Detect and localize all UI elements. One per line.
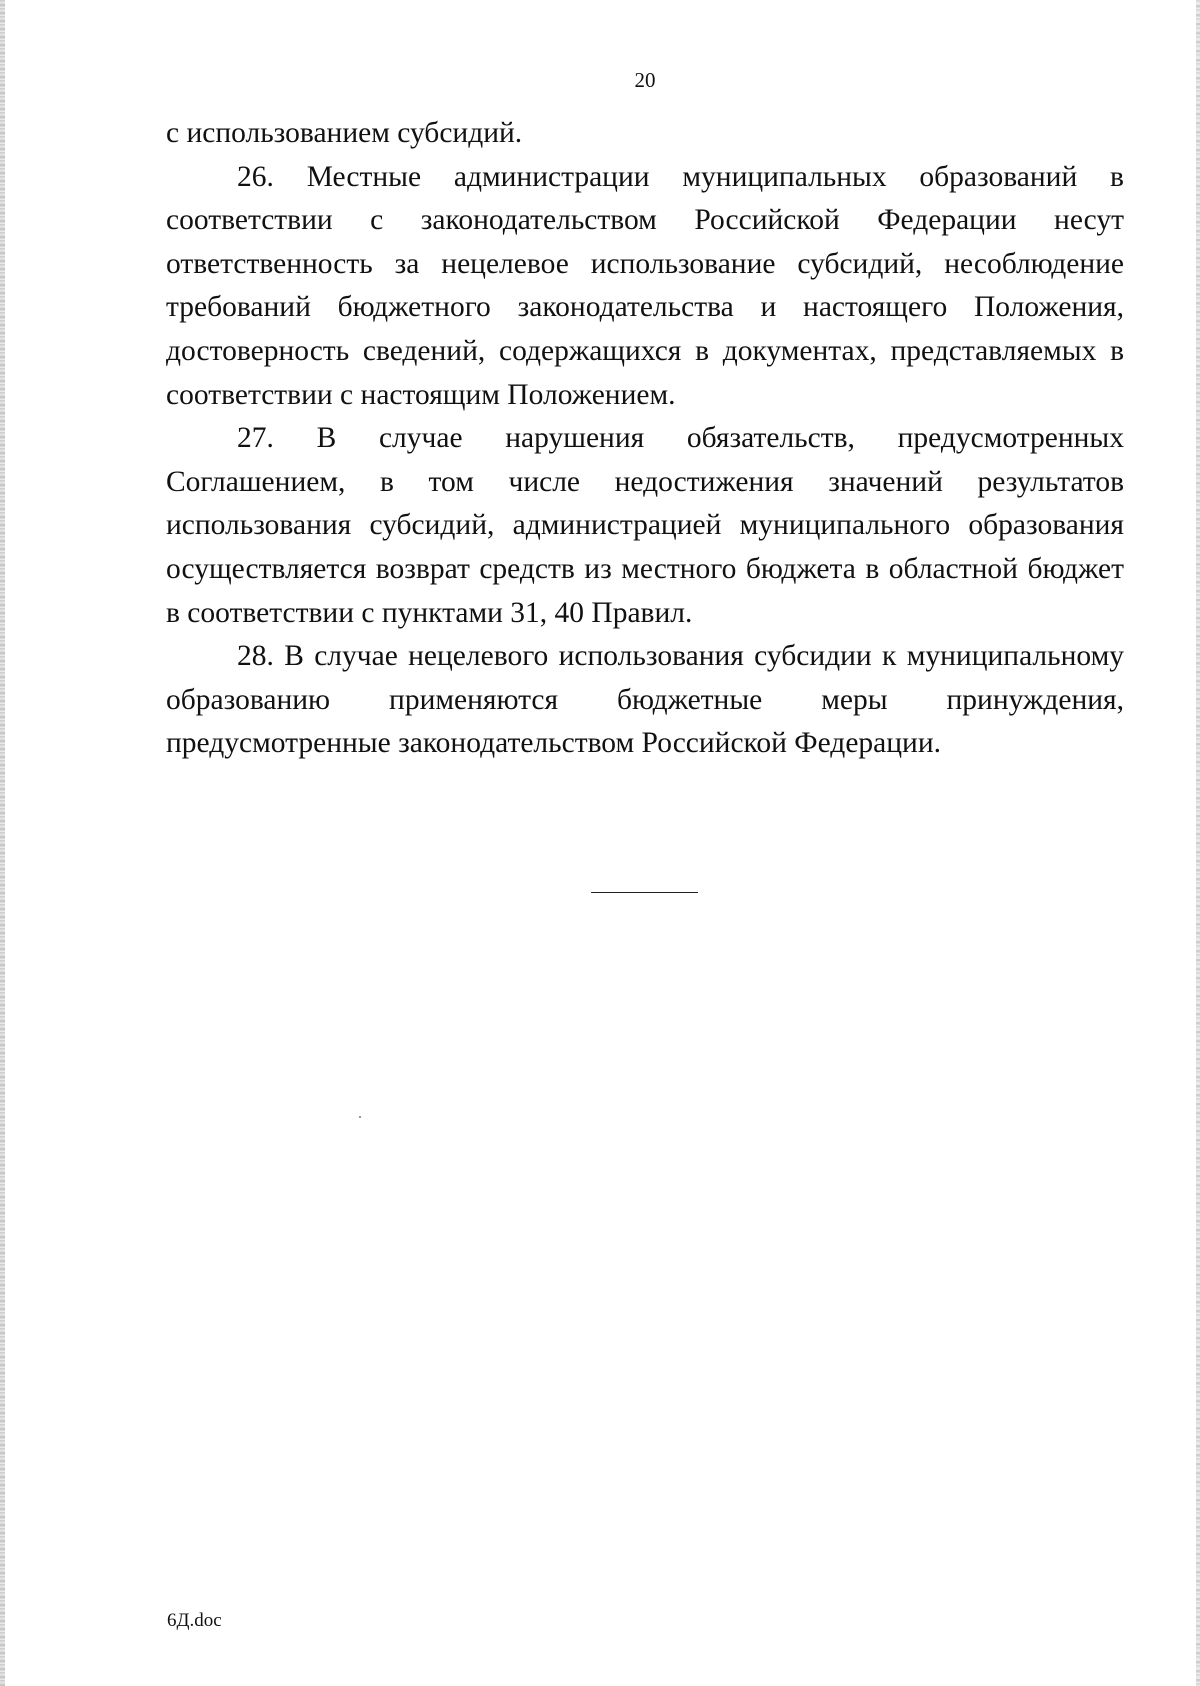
scan-edge-right [1196,0,1200,1686]
scan-edge-left [0,0,5,1686]
paragraph-continuation: с использованием субсидий. [166,117,523,149]
end-of-document-rule [591,892,698,893]
paragraph-26: 26. Местные администрации муниципальных образований в соответствии с законодательством Российской Федерации несут ответственность за нецелевое использование субсидий, несоблюдение требований бюджетного законодательства и настоящего Положения, достоверность сведений, содержащихся в документах, представляемых в соответствии с настоящим Положением. [166,160,1124,411]
footer-filename: 6Д.doc [167,1610,222,1631]
paragraph-28: 28. В случае нецелевого использования субсидии к муниципальному образованию применяются бюджетные меры принуждения, предусмотренные законодательством Российской Федерации. [166,640,1124,760]
document-body [166,112,1124,766]
scan-speck [359,1116,361,1118]
paragraph-27: 27. В случае нарушения обязательств, предусмотренных Соглашением, в том числе недостижения значений результатов использования субсидий, администрацией муниципального образования осуществляется возврат средств из местного бюджета в областной бюджет в соответствии с пунктами 31, 40 Правил. [166,422,1124,629]
page-number: 20 [634,68,656,92]
